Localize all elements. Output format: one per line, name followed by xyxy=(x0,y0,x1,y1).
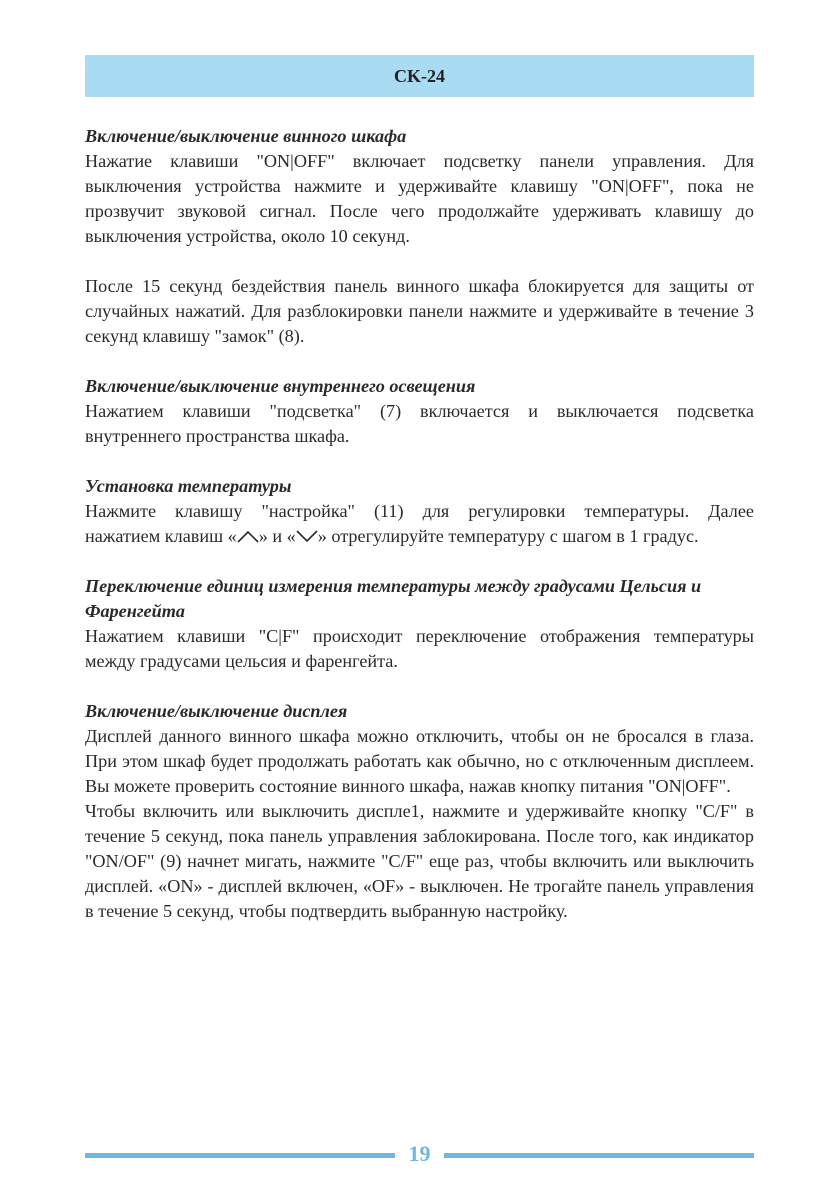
paragraph: Нажатие клавиши "ON|OFF" включает подсветку панели управления. Для выключения устройства нажмите и удерживайте клавишу "ON|OFF", пока не прозвучит звуковой сигнал. После чего продолжайте удерживать клавишу до выключения устройства, около 10 секунд. xyxy=(85,151,754,246)
paragraph: Нажатием клавиши "подсветка" (7) включается и выключается подсветка внутреннего пространства шкафа. xyxy=(85,401,754,446)
paragraph: Нажатием клавиши "C|F" происходит переключение отображения температуры между градусами цельсия и фаренгейта. xyxy=(85,626,754,671)
section-power xyxy=(85,124,754,249)
section-heading: Включение/выключение дисплея xyxy=(85,701,348,721)
chevron-up-icon xyxy=(237,530,259,543)
document-body xyxy=(85,124,754,949)
arrow-text-after: » отрегулируйте температуру с шагом в 1 градус. xyxy=(317,526,699,546)
section-temperature xyxy=(85,474,754,549)
header-band xyxy=(85,55,754,97)
section-units xyxy=(85,574,754,674)
arrow-instruction-line xyxy=(85,524,754,549)
section-lock xyxy=(85,274,754,349)
section-lighting xyxy=(85,374,754,449)
arrow-text-between: » и « xyxy=(258,526,296,546)
section-heading: Переключение единиц измерения температуры между градусами Цельсия и Фаренгейта xyxy=(85,576,702,621)
page-title: CK-24 xyxy=(394,65,445,86)
chevron-down-icon xyxy=(296,530,318,543)
paragraph: Нажмите клавишу "настройка" (11) для регулировки температуры. Далее xyxy=(85,501,754,521)
paragraph: После 15 секунд бездействия панель винного шкафа блокируется для защиты от случайных нажатий. Для разблокировки панели нажмите и удерживайте в течение 3 секунд клавишу "замок" (8). xyxy=(85,276,754,346)
arrow-text-before: нажатием клавиш « xyxy=(85,526,237,546)
page-footer xyxy=(85,1141,754,1171)
page-number: 19 xyxy=(408,1141,431,1166)
section-heading: Включение/выключение винного шкафа xyxy=(85,126,407,146)
section-heading: Включение/выключение внутреннего освещения xyxy=(85,376,476,396)
section-heading: Установка температуры xyxy=(85,476,292,496)
paragraph: Дисплей данного винного шкафа можно отключить, чтобы он не бросался в глаза. При этом шкаф будет продолжать работать как обычно, но с отключенным дисплеем. Вы можете проверить состояние винного шкафа, нажав кнопку питания "ON|OFF". xyxy=(85,726,754,796)
paragraph: Чтобы включить или выключить диспле1, нажмите и удерживайте кнопку "C/F" в течение 5 секунд, пока панель управления заблокирована. После того, как индикатор "ON/OF" (9) начнет мигать, нажмите "C/F" еще раз, чтобы включить или выключить дисплей. «ON» - дисплей включен, «OF» - выключен. Не трогайте панель управления в течение 5 секунд, чтобы подтвердить выбранную настройку. xyxy=(85,801,754,921)
section-display xyxy=(85,699,754,924)
